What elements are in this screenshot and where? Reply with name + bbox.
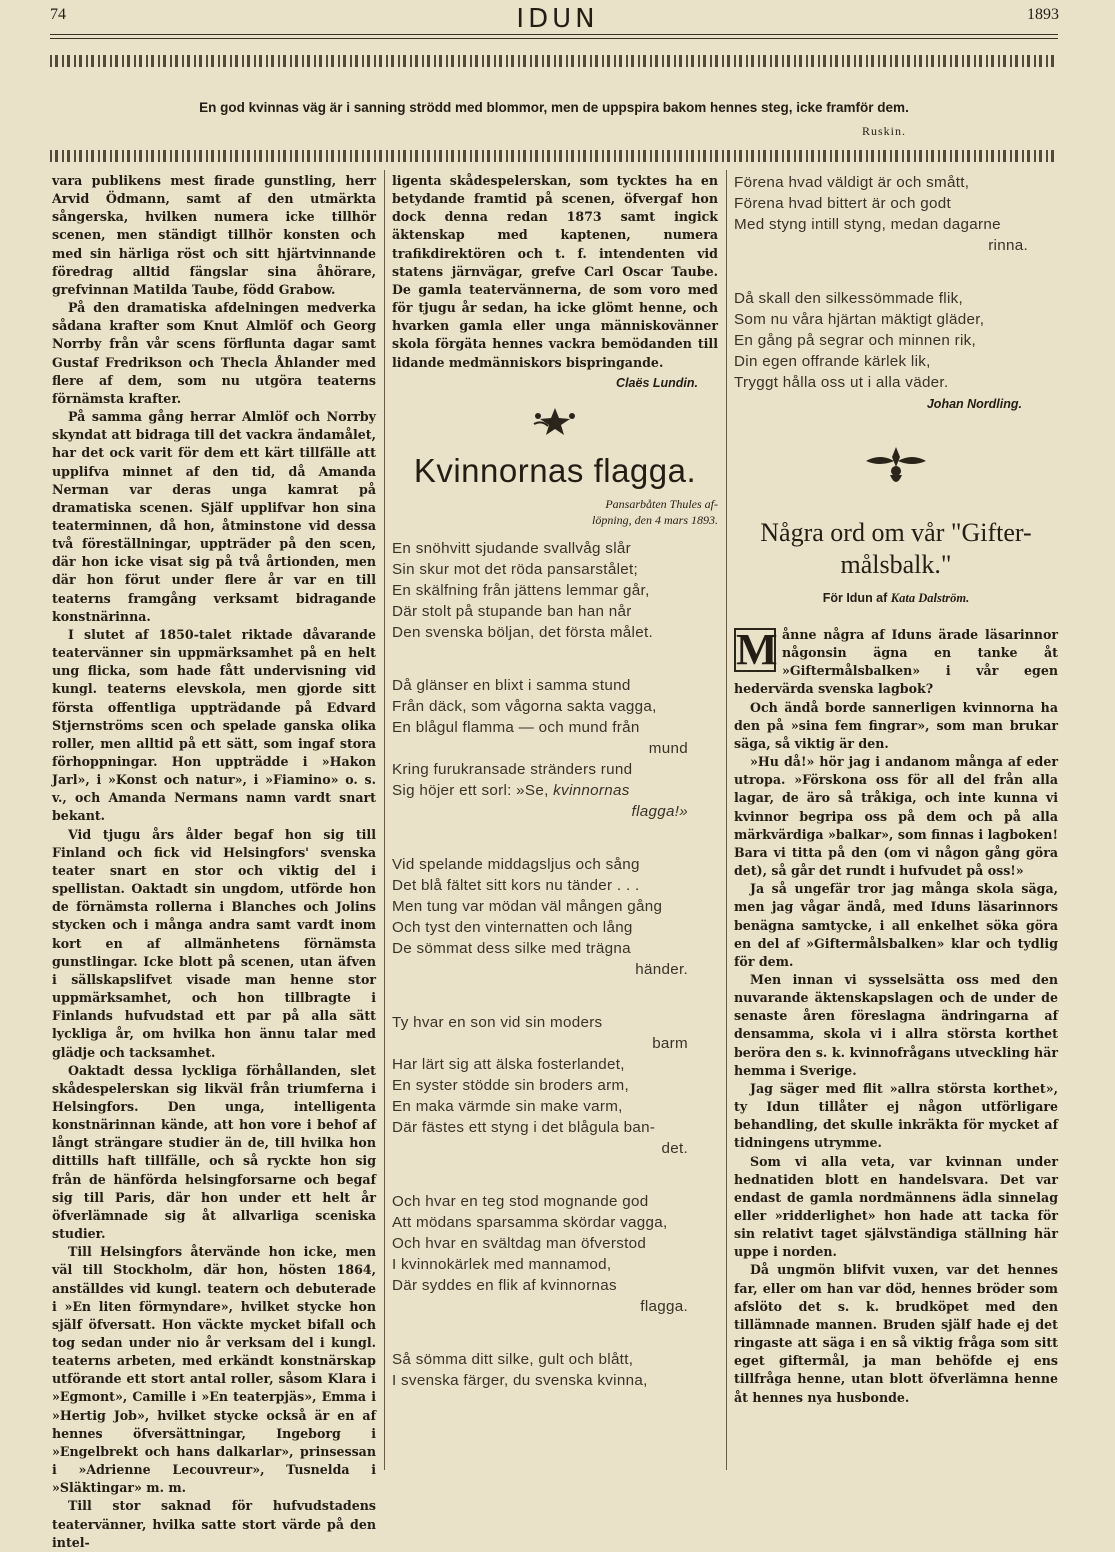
verse-line: I kvinnokärlek med mannamod, <box>392 1255 612 1273</box>
paragraph: Till stor saknad för hufvudstadens teatervänner, hvilka satte stort värde på den intel- <box>52 1498 376 1550</box>
verse-line: det. <box>661 1139 688 1157</box>
ornamental-border-top <box>50 55 1058 67</box>
stanza <box>392 1349 718 1391</box>
signature: Claës Lundin. <box>616 375 698 390</box>
verse-line: Sin skur mot det röda pansarstålet; <box>392 560 639 578</box>
verse-line: Har lärt sig att älska fosterlandet, <box>392 1055 625 1073</box>
verse-line <box>392 780 718 801</box>
verse-line: Där syddes en flik af kvinnornas <box>392 1276 617 1294</box>
flower-ornament-icon <box>392 404 718 442</box>
subtitle-line: löpning, den 4 mars 1893. <box>592 512 718 527</box>
paragraph: »Hu då!» hör jag i andanom många af eder utropa. »Förskona oss för all del från alla lagar, de äro så tråkiga, och inte kunna vi kvinnor begripa oss på dem och på alla märkvärdiga »balkar», som finnas i lagboken! Bara vi titta på den (om vi någon gång göra det), så går det rundt i hufvudet på oss!» <box>734 754 1058 879</box>
flourish-ornament-icon <box>734 445 1058 493</box>
verse-line: Då skall den silkessömmade flik, <box>734 290 964 307</box>
verse-line: Men tung var mödan väl mången gång <box>392 897 663 915</box>
verse-line: Det blå fältet sitt kors nu tänder . . . <box>392 876 640 894</box>
byline-author: Kata Dalström. <box>890 591 970 605</box>
verse-line: Från däck, som vågorna sakta vagga, <box>392 697 657 715</box>
ornamental-border-bottom <box>50 150 1058 162</box>
column-divider <box>384 170 385 1470</box>
paragraph: I slutet af 1850-talet riktade dåvarande teatervänner sin uppmärksamhet på en helt ung flicka, som hade fått undervisning vid kungl. teaterns elevskola, men gjorde sitt första offentliga uppträdande på Edvard Stjernströms scen och spelade ganska olika roller, men alltid på ett sätt, som ingaf stora förhoppningar. Hon uppträdde i »Hakon Jarl», i »Konst och natur», i »Fiamino» o. s. v., och Amanda Nermans namn vardt snart bekant. <box>52 626 376 824</box>
verse-line: Med styng intill styng, medan dagarne <box>734 216 1001 233</box>
poem-subtitle <box>392 496 718 528</box>
verse-line: Och hvar en teg stod mognande god <box>392 1192 649 1210</box>
paragraph: Till Helsingfors återvände hon icke, men väl till Stockholm, där hon, hösten 1864, anställdes vid kungl. teatern och debuterade i »En liten förmyndare», hvilket stycke hon själf öfversatt. Hon väckte mycket bifall och tog sedan under nio år verksam del i kungl. teaterns arbeten, med erkändt konstnärskap utförande ett stort antal roller, såsom Klara i »Egmont», Camille i »En teaterpjäs», Emma i »Hertig Job», hvilket stycke också är en af hennes öfversättningar, Ingeborg i »Engelbrekt och hans dalkarlar», prinsessan i »Adrienne Lecouvreur», Tusnelda i »Släktingar» m. m. <box>52 1244 376 1496</box>
verse-line: En gång på segrar och minnen rik, <box>734 332 977 349</box>
stanza <box>392 538 718 643</box>
verse-line: En skälfning från jättens lemmar går, <box>392 581 650 599</box>
paragraph: Som vi alla veta, var kvinnan under hednatiden blott en handelsvara. Det var endast de gamla nordmännens ädla sinnelag eller »ridderlighet» hon hade att tacka för sin relativt taget självständiga ställning här uppe i norden. <box>734 1153 1058 1260</box>
verse-line: De sömmat dess silke med trägna <box>392 939 631 957</box>
paragraph: Oaktadt dessa lyckliga förhållanden, slet skådespelerskan sig likväl från triumferna i Helsingfors. Den unga, intelligenta konstnärinnan kände, att hon vore i behof af långt strängare studier än de, till hvilka hon dittills haft tillfälle, och så ryckte hon sig från de hänförda helsingforsarne och begaf sig till Paris, där hon under ett helt år öfverlämnade sig åt allvarliga sceniska studier. <box>52 1062 376 1242</box>
stanza <box>392 854 718 980</box>
verse-line: Vid spelande middagsljus och sång <box>392 855 640 873</box>
paragraph: På samma gång herrar Almlöf och Norrby skyndat att bidraga till det vackra ändamålet, har det ock varit för dem ett kärt tillfälle att upplifva minnet af den tid, då Amanda Nerman var deras unga kamrat på dramatiska scenen. Själf upplifvar hon sina teaterminnen, då hon, åtminstone vid dessa två föreställningar, uppträder på den scen, där hon icke visat sig på två årtionden, men där hon förut under flere år var en till teaterns framgång verksamt bidragande konstnärinna. <box>52 409 376 624</box>
verse-line: En snöhvitt sjudande svallvåg slår <box>392 539 631 557</box>
verse-line: Där stolt på stupande ban han når <box>392 602 632 620</box>
magazine-title: IDUN <box>516 4 599 34</box>
paragraph-text: ånne några af Iduns ärade läsarinnor någonsin ägna en tanke åt »Giftermålsbalken» i vår egen hedervärda svenska lagbok? <box>734 627 1058 697</box>
verse-line: I svenska färger, du svenska kvinna, <box>392 1371 648 1389</box>
verse-line: Och hvar en svältdag man öfverstod <box>392 1234 647 1252</box>
poem-body <box>392 538 718 1391</box>
verse-line: Då glänser en blixt i samma stund <box>392 676 631 694</box>
signature: Johan Nordling. <box>926 397 1022 411</box>
poem-continuation <box>734 172 1058 393</box>
year: 1893 <box>1027 6 1059 23</box>
verse-line: Som nu våra hjärtan mäktigt gläder, <box>734 311 985 328</box>
paragraph: Ja så ungefär tror jag många skola säga, men jag vågar ändå, med Iduns läsarinnors benägna samtycke, i all enkelhet söka göra en del af »Giftermålsbalken» klar och tydlig för dem. <box>734 881 1058 969</box>
verse-line: mund <box>648 739 688 757</box>
paragraph: Vid tjugu års ålder begaf hon sig till Finland och fick vid Helsingfors' svenska teater snart en stor och viktig del i spellistan. Oaktadt sin ungdom, utförde hon de förnämsta rollerna i Blanches och Jolins stycken och i många andra samt vardt inom kort en af allmänhetens förnämsta gunstlingar. Icke blott på scenen, utan äfven i sällskapslifvet visade man henne stor uppmärksamhet, och hon tillbragte i Finlands hufvudstad ett par på alla sätt lyckliga år, om hvilka hon ännu talar med glädje och tacksamhet. <box>52 826 376 1060</box>
byline-prefix: För Idun af <box>822 591 888 605</box>
subtitle-line: Pansarbåten Thules af- <box>605 496 718 511</box>
paragraph: Och ändå borde sannerligen kvinnorna ha den på »sina fem fingrar», som man brukar säga, så viktig är den. <box>734 699 1058 751</box>
stanza <box>734 172 1058 256</box>
paragraph: På den dramatiska afdelningen medverka sådana krafter som Knut Almlöf och Georg Norrby från vår scens förflunta dagar samt Gustaf Fredrikson och Thecla Åhlander med flere af dem, som nu utgöra teaterns förnämsta krafter. <box>52 300 376 406</box>
verse-line: barm <box>652 1034 688 1052</box>
verse-line: Kring furukransade stränders rund <box>392 760 633 778</box>
epigraph-text: En god kvinnas väg är i sanning strödd med blommor, men de uppspira bakom hennes steg, icke framför dem. <box>199 100 909 115</box>
title-line: målsbalk." <box>840 550 952 579</box>
column-divider <box>726 170 727 1470</box>
paragraph <box>734 626 1058 699</box>
verse-line: En syster stödde sin broders arm, <box>392 1076 629 1094</box>
verse-line: Så sömma ditt silke, gult och blått, <box>392 1350 634 1368</box>
verse-line: Den svenska böljan, det första målet. <box>392 623 653 641</box>
paragraph: Jag säger med flit »allra största korthet», ty Idun tillåter ej någon utförligare behandling, det skulle inkräkta för mycket af tidningens utrymme. <box>734 1080 1058 1151</box>
title-line: Några ord om vår "Gifter- <box>760 518 1032 547</box>
column-3 <box>734 172 1058 1472</box>
verse-line: Förena hvad väldigt är och smått, <box>734 174 970 191</box>
paragraph: Då ungmön blifvit vuxen, var det hennes far, eller om han var död, hennes bröder som afslöto det s. k. brudköpet med den tillämnade mannen. Bruden själf hade ej det ringaste att säga i en så viktig fråga som sitt eget giftermål, ja man behöfde ej ens tillfråga henne, utan blott öfverlämna henne åt hennes nya husbonde. <box>734 1262 1058 1405</box>
column-1 <box>52 172 376 1550</box>
poem-title: Kvinnornas flagga. <box>413 451 697 489</box>
verse-line: händer. <box>635 960 688 978</box>
verse-line: flagga. <box>640 1297 688 1315</box>
paragraph: vara publikens mest firade gunstling, herr Arvid Ödmann, samt af den utmärkta sångerska, hvilken numera icke tillhör scenen, men ständigt tillhör konsten och med sin härliga röst och sitt hjärtvinnande föredrag alltid fängslar sina åhörare, grefvinnan Matilda Taube, född Grabow. <box>52 173 376 297</box>
verse-line: En maka värmde sin make varm, <box>392 1097 623 1115</box>
paragraph: Men innan vi sysselsätta oss med den nuvarande äktenskapslagen och de under de senaste åren föreslagna ändringarna af densamma, skola vi i allra största korthet beröra den s. k. kvinnofrågans utveckling här hemma i Sverige. <box>734 971 1058 1078</box>
verse-line: Förena hvad bittert är och godt <box>734 195 951 212</box>
stanza <box>392 1012 718 1159</box>
verse-text: Sig höjer ett sorl: »Se, <box>392 781 549 799</box>
verse-line: Din egen offrande kärlek lik, <box>734 353 931 370</box>
header-rule <box>50 34 1058 35</box>
verse-line: rinna. <box>988 237 1028 254</box>
page-number: 74 <box>50 6 66 23</box>
stanza <box>392 1191 718 1317</box>
article-title <box>734 517 1058 581</box>
verse-line: Och tyst den vinternatten och lång <box>392 918 633 936</box>
verse-line: Att mödans sparsamma skördar vagga, <box>392 1213 668 1231</box>
stanza <box>734 288 1058 393</box>
verse-emphasis: kvinnornas <box>553 781 630 799</box>
verse-line: Tryggt hålla oss ut i alla väder. <box>734 374 949 391</box>
verse-line: Där fästes ett styng i det blågula ban- <box>392 1118 656 1136</box>
epigraph-author: Ruskin. <box>862 124 907 138</box>
verse-line: flagga!» <box>631 802 688 820</box>
article-body <box>734 626 1058 1407</box>
column-2 <box>392 172 718 1472</box>
verse-line: En blågul flamma — och mund från <box>392 718 640 736</box>
paragraph: ligenta skådespelerskan, som tycktes ha en betydande framtid på scenen, öfvergaf hon dock denna redan 1873 samt ingick äktenskap med kaptenen, numera trafikdirektören och t. f. intendenten vid statens järnvägar, grefve Carl Oscar Taube. De gamla teatervännerna, de som voro med för tjugu år sedan, ha icke glömt henne, och hvarken gamla eller unga människovänner skola förgäta hennes vackra bemödanden till lidande medmänniskors bispringande. <box>392 173 718 370</box>
byline <box>734 591 1058 606</box>
verse-line: Ty hvar en son vid sin moders <box>392 1013 603 1031</box>
stanza <box>392 675 718 822</box>
header-rule-2 <box>50 38 1058 39</box>
drop-cap: M <box>736 625 778 674</box>
